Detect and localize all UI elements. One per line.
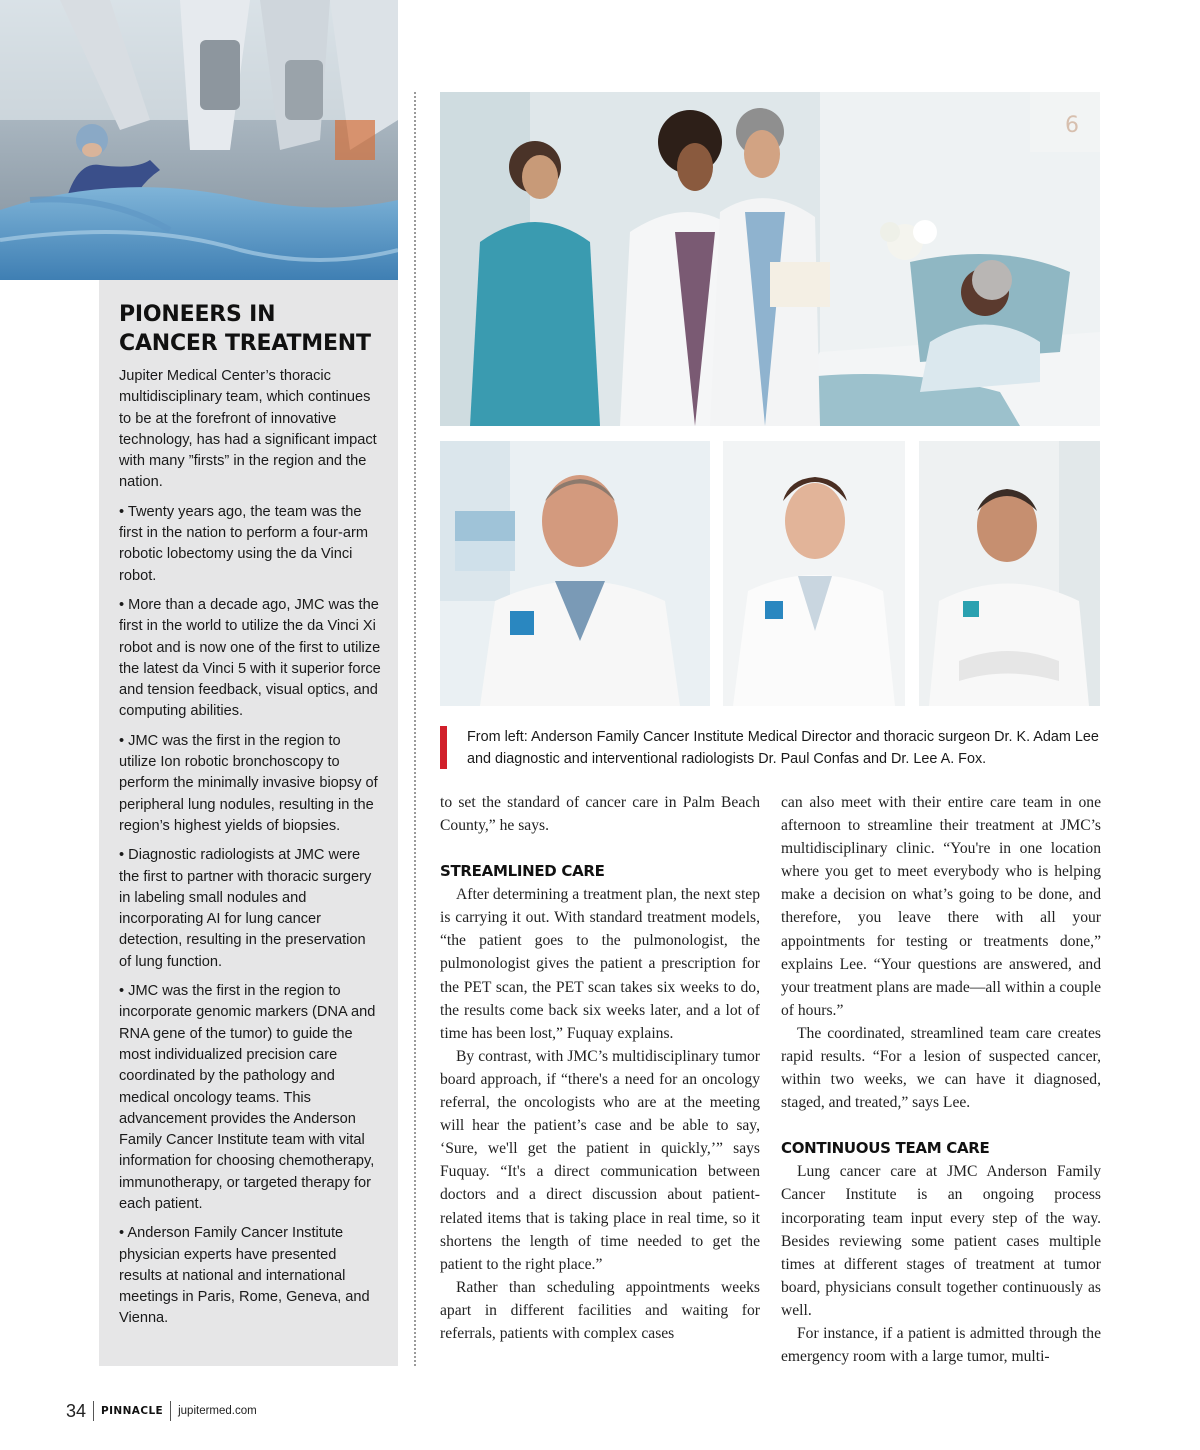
sidebar-bullet: • Diagnostic radiologists at JMC were the first to partner with thoracic surgery in labeling small nodules and incorporating AI for lung cancer detection, resulting in the preservation of lung function.: [119, 847, 372, 970]
body-paragraph: By contrast, with JMC’s multidisciplinary tumor board approach, if “there's a need for an oncology referral, the oncologists who are at the meeting will hear the patient’s case and be able to say, ‘Sure, we'll get the patient in quickly,’” says Fuquay. “It's a direct communication between doctors and a direct discussion about patient-related items that is taking place in real time, so it shortens the length of time needed to get the patient to the right place.”: [440, 1047, 760, 1273]
sidebar-bullet: • Anderson Family Cancer Institute physician experts have presented results at national and international meetings in Paris, Rome, Geneva, and Vienna.: [119, 1225, 370, 1327]
dr-paul-confas-portrait: [723, 441, 905, 706]
sidebar-bullet: • JMC was the first in the region to utilize Ion robotic bronchoscopy to perform the minimally invasive biopsy of peripheral lung nodules, resulting in the region’s highest yields of biopsies.: [119, 732, 378, 834]
sidebar-bullet: • Twenty years ago, the team was the first in the nation to perform a four-arm robotic lobectomy using the da Vinci robot.: [119, 503, 369, 584]
body-paragraph: can also meet with their entire care team in one afternoon to streamline their treatment at JMC’s multidisciplinary clinic. “You're in one location where you get to meet everybody who is helping make a decision on what’s going to be done, and therefore, you leave there with all your appointments for testing or treatments done,” explains Lee. “Your questions are answered, and your treatment plans are made—all within a couple of hours.”: [781, 794, 1101, 1019]
body-paragraph: Rather than scheduling appointments weeks apart in different facilities and waiting for referrals, patients with complex cases: [440, 1278, 760, 1342]
body-paragraph: Lung cancer care at JMC Anderson Family Cancer Institute is an ongoing process incorporating team input every step of the way. Besides reviewing some patient cases multiple times at different stages of treatment at tumor board, physicians consult together continuously as well.: [781, 1163, 1101, 1319]
dr-lee-fox-portrait: [919, 441, 1100, 706]
column-divider: [414, 92, 416, 1366]
page-number: 34: [66, 1400, 87, 1421]
body-paragraph: For instance, if a patient is admitted through the emergency room with a large tumor, multi-: [781, 1324, 1101, 1366]
publication-name: PINNACLE: [101, 1405, 164, 1417]
sidebar-title: PIONEERS IN CANCER TREATMENT: [119, 302, 371, 356]
body-paragraph: The coordinated, streamlined team care creates rapid results. “For a lesion of suspected cancer, within two weeks, we can have it diagnosed, staged, and treated,” says Lee.: [781, 1024, 1101, 1112]
body-paragraph: to set the standard of cancer care in Palm Beach County,” he says.: [440, 794, 760, 835]
page-footer: [66, 1398, 257, 1424]
care-team-bedside-photo: [440, 92, 1100, 426]
footer-divider: [93, 1401, 94, 1421]
article-column-right: [781, 791, 1101, 1368]
section-heading: STREAMLINED CARE: [440, 862, 605, 881]
footer-divider: [170, 1401, 171, 1421]
photo-caption: From left: Anderson Family Cancer Institute Medical Director and thoracic surgeon Dr. K. Adam Lee and diagnostic and interventional radiologists Dr. Paul Confas and Dr. Lee A. Fox.: [467, 729, 1099, 767]
sidebar-bullet: • JMC was the first in the region to incorporate genomic markers (DNA and RNA gene of the tumor) to guide the most individualized precision care coordinated by the pathology and medical oncology teams. This advancement provides the Anderson Family Cancer Institute team with vital information for choosing chemotherapy, immunotherapy, or targeted therapy for each patient.: [119, 983, 376, 1212]
sidebar-bullet: • More than a decade ago, JMC was the first in the world to utilize the da Vinci Xi robot and is now one of the first to utilize the latest da Vinci 5 with it superior force and tension feedback, visual optics, and computing abilities.: [119, 596, 381, 720]
body-paragraph: After determining a treatment plan, the next step is carrying it out. With standard treatment models, “the patient goes to the pulmonologist, the pulmonologist gives the patient a prescription for the PET scan, the PET scan takes six weeks to do, the results come back six weeks later, and a lot of time has been lost,” Fuquay explains.: [440, 886, 760, 1042]
caption-accent-bar: [440, 726, 447, 769]
svg-text:6: 6: [1065, 113, 1079, 138]
sidebar-intro: Jupiter Medical Center’s thoracic multidisciplinary team, which continues to be at the forefront of innovative technology, has had a significant impact with many ”firsts” in the region and the nation.: [119, 368, 377, 491]
section-heading: CONTINUOUS TEAM CARE: [781, 1139, 990, 1158]
website-link[interactable]: jupitermed.com: [178, 1405, 257, 1417]
dr-adam-lee-portrait: [440, 441, 710, 706]
robotic-surgery-photo: [0, 0, 398, 280]
article-column-left: [440, 791, 760, 1345]
pioneers-sidebar: [99, 280, 398, 1366]
